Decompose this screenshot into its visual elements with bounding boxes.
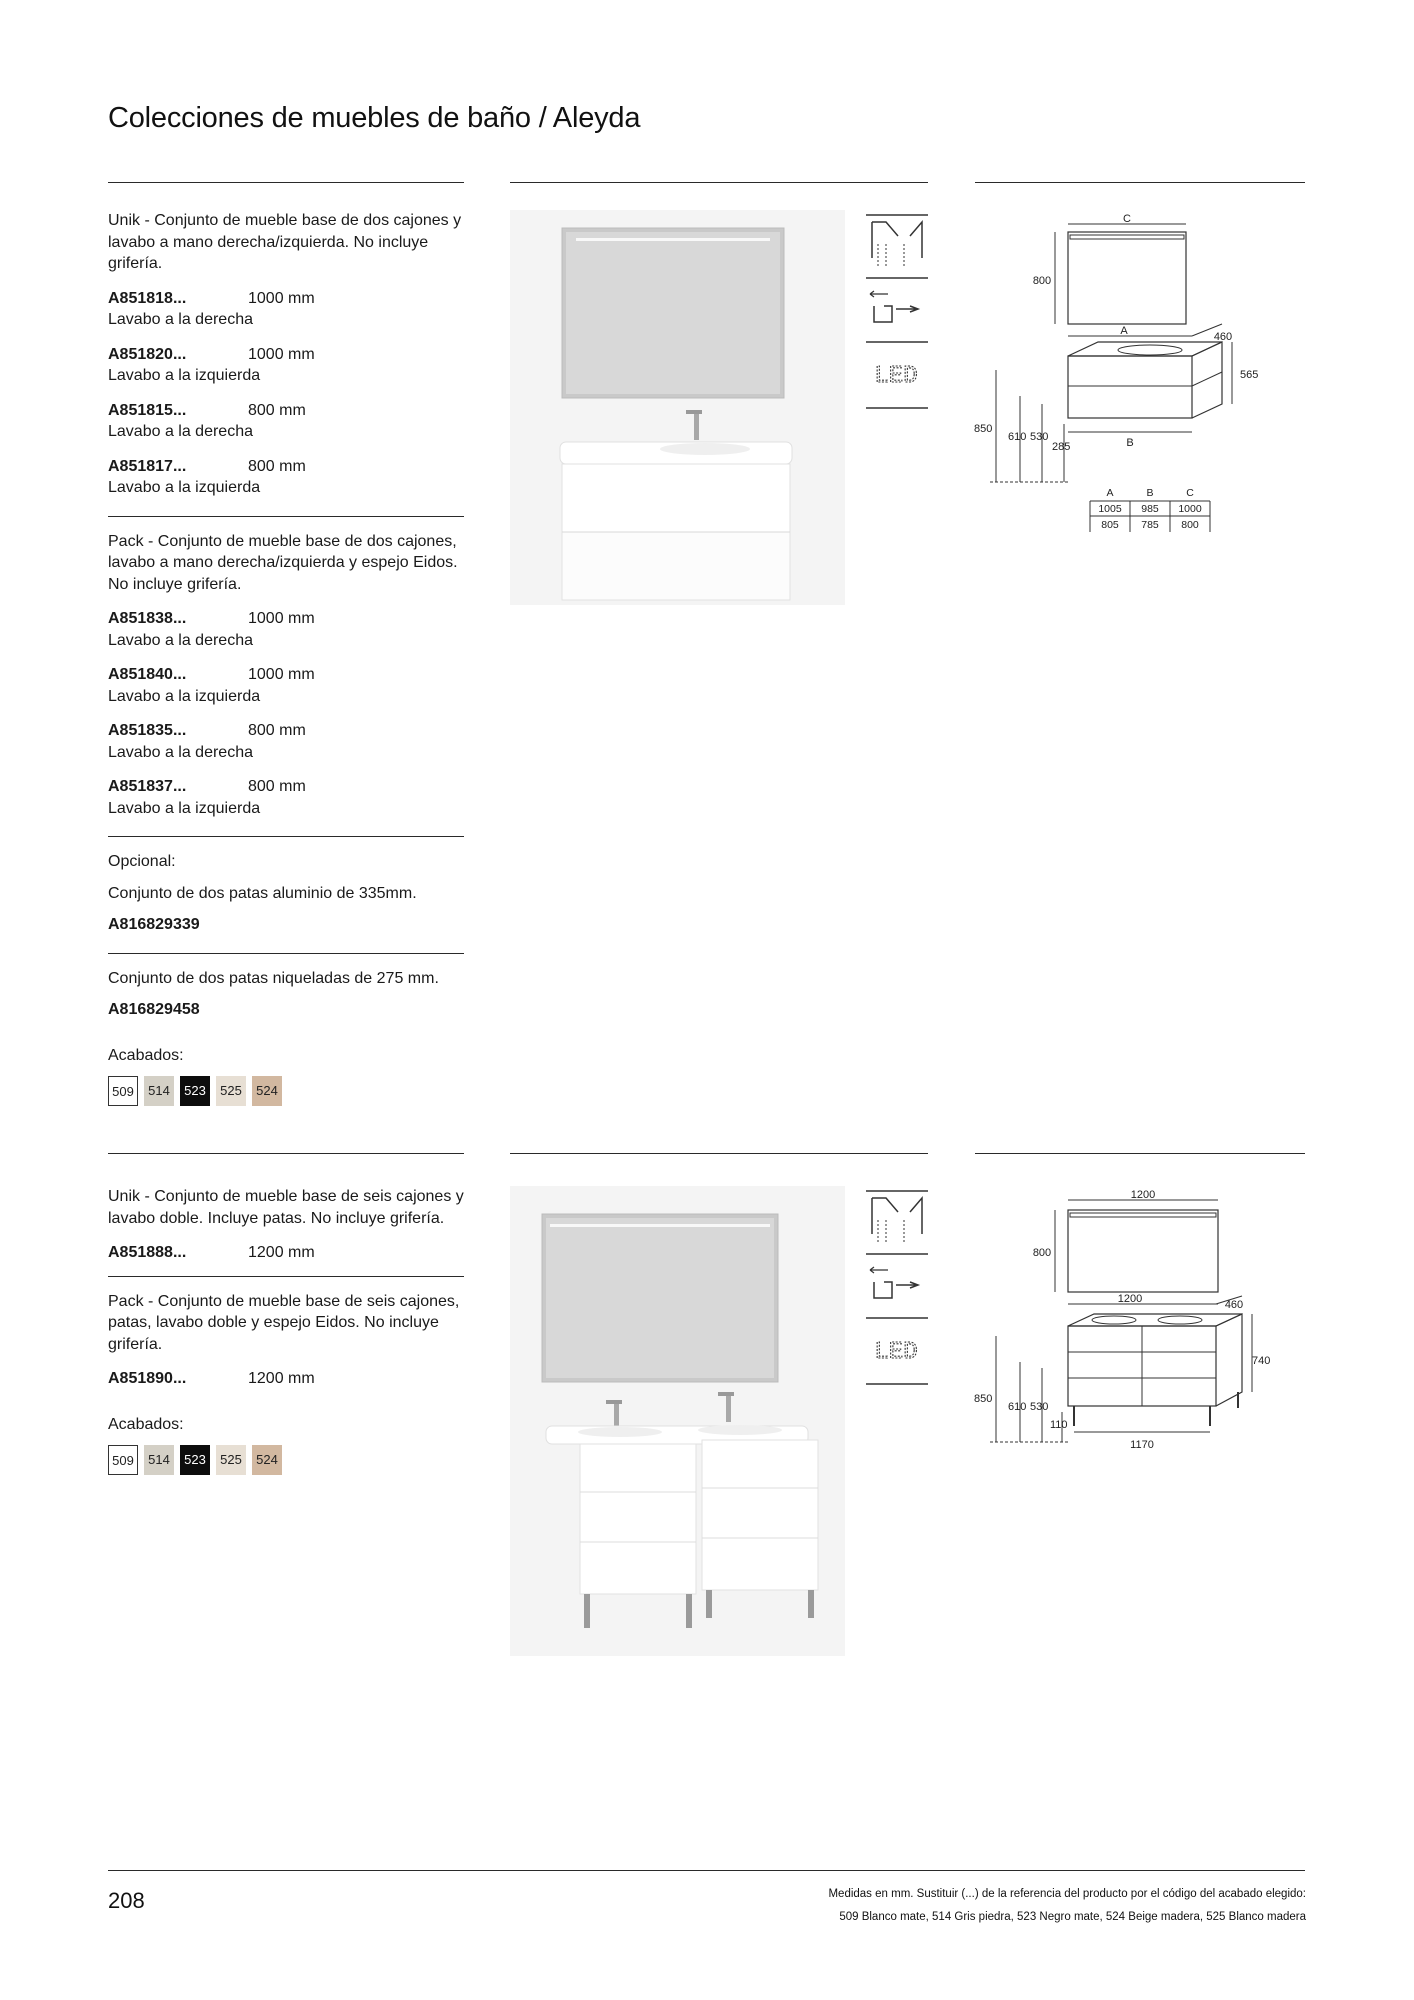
svg-text:785: 785	[1141, 519, 1159, 531]
dim-610: 610	[1008, 1401, 1027, 1413]
list-item	[108, 664, 464, 707]
divider	[108, 953, 464, 954]
product-hand: Lavabo a la derecha	[108, 423, 253, 440]
technical-drawing-2	[970, 1186, 1270, 1476]
dim-850: 850	[974, 1393, 993, 1405]
product-size: 1200 mm	[248, 1244, 315, 1261]
divider	[108, 836, 464, 837]
dim-740: 740	[1252, 1355, 1270, 1367]
dim-800: 800	[1032, 1247, 1052, 1259]
product-code: A851838...	[108, 610, 187, 627]
product-code: A851840...	[108, 666, 187, 683]
page-number: 208	[108, 1888, 145, 1913]
finish-swatches	[108, 1076, 464, 1106]
dim-610: 610	[1008, 431, 1027, 443]
divider	[108, 1870, 1305, 1871]
finish-swatch: 523	[180, 1076, 210, 1106]
dim-285: 285	[1052, 441, 1071, 453]
product-size: 1000 mm	[248, 666, 315, 683]
section2-text	[108, 1186, 464, 1475]
finish-swatch: 525	[216, 1445, 246, 1475]
optional-label: Opcional:	[108, 853, 176, 870]
section1-text	[108, 210, 464, 1106]
pack-description: Pack - Conjunto de mueble base de seis cajones, patas, lavabo doble y espejo Eidos. No incluye grifería.	[108, 1292, 460, 1353]
svg-text:985: 985	[1141, 503, 1159, 515]
wall-hung-icon	[866, 1191, 928, 1254]
dim-c: C	[1123, 213, 1131, 225]
list-item	[108, 344, 464, 387]
optional-2-code: A816829458	[108, 1001, 200, 1018]
dim-110: 110	[1050, 1419, 1068, 1431]
dim-1200-basin: 1200	[1117, 1293, 1143, 1305]
page-title: Colecciones de muebles de baño / Aleyda	[108, 102, 641, 134]
finish-swatch: 509	[108, 1076, 138, 1106]
product-size: 800 mm	[248, 401, 306, 419]
product-code: A851820...	[108, 345, 187, 363]
dim-800: 800	[1032, 275, 1052, 287]
product-hand: Lavabo a la derecha	[108, 631, 253, 649]
divider	[108, 1153, 464, 1154]
divider	[975, 1153, 1305, 1154]
finish-swatch: 524	[252, 1076, 282, 1106]
optional-2-text: Conjunto de dos patas niqueladas de 275 mm.	[108, 969, 439, 987]
product-size: 1000 mm	[248, 610, 315, 627]
divider	[108, 182, 464, 183]
finish-swatch: 514	[144, 1445, 174, 1475]
finishes-label: Acabados:	[108, 1046, 184, 1064]
list-item	[108, 456, 464, 499]
led-icon	[866, 363, 928, 408]
svg-text:A: A	[1106, 487, 1114, 499]
product-image-vanity-six-drawers	[510, 1186, 845, 1656]
svg-text:LED: LED	[874, 1339, 918, 1366]
led-icon	[866, 1339, 928, 1384]
finishes-label: Acabados:	[108, 1415, 184, 1433]
optional-1-code: A816829339	[108, 916, 200, 933]
pack-items	[108, 608, 464, 819]
footnote-line-2: 509 Blanco mate, 514 Gris piedra, 523 Negro mate, 524 Beige madera, 525 Blanco madera	[839, 1911, 1306, 1923]
product-size: 800 mm	[248, 778, 306, 795]
installation-icons	[866, 1190, 928, 1386]
finish-swatch: 509	[108, 1445, 138, 1475]
divider	[975, 182, 1305, 183]
product-hand: Lavabo a la derecha	[108, 743, 253, 761]
product-size: 1200 mm	[248, 1370, 315, 1387]
product-code: A851818...	[108, 289, 187, 307]
installation-icons	[866, 214, 928, 410]
dim-1170: 1170	[1130, 1439, 1154, 1451]
wall-drain-icon	[866, 1267, 928, 1318]
dim-460: 460	[1213, 331, 1233, 343]
product-code: A851815...	[108, 401, 187, 419]
list-item	[108, 1242, 464, 1264]
product-hand: Lavabo a la izquierda	[108, 367, 261, 384]
list-item	[108, 1368, 464, 1390]
svg-text:800: 800	[1181, 519, 1199, 531]
svg-text:1005: 1005	[1098, 503, 1122, 515]
finish-swatch: 523	[180, 1445, 210, 1475]
product-size: 1000 mm	[248, 345, 315, 363]
wall-drain-icon	[866, 291, 928, 342]
list-item	[108, 720, 464, 763]
dim-565: 565	[1240, 369, 1259, 381]
product-hand: Lavabo a la izquierda	[108, 479, 261, 496]
dimension-table	[1090, 487, 1210, 532]
list-item	[108, 608, 464, 651]
list-item	[108, 288, 464, 331]
product-code: A851837...	[108, 778, 187, 795]
finish-swatch: 525	[216, 1076, 246, 1106]
finish-swatches	[108, 1445, 464, 1475]
product-image-vanity-two-drawers	[510, 210, 845, 605]
product-code: A851890...	[108, 1370, 187, 1387]
dim-460: 460	[1224, 1299, 1244, 1311]
svg-text:B: B	[1146, 487, 1154, 499]
footnote-line-1: Medidas en mm. Sustituir (...) de la referencia del producto por el código del acabado elegido:	[828, 1888, 1306, 1900]
product-hand: Lavabo a la izquierda	[108, 687, 261, 705]
technical-drawing-1	[970, 210, 1270, 540]
list-item	[108, 400, 464, 443]
finish-swatch: 524	[252, 1445, 282, 1475]
product-code: A851817...	[108, 457, 187, 475]
dim-530: 530	[1030, 1401, 1049, 1413]
product-size: 800 mm	[248, 457, 306, 475]
divider	[510, 182, 928, 183]
unik-items	[108, 288, 464, 499]
divider	[510, 1153, 928, 1154]
product-hand: Lavabo a la derecha	[108, 311, 253, 328]
product-code: A851835...	[108, 722, 187, 739]
product-hand: Lavabo a la izquierda	[108, 799, 261, 817]
dim-850: 850	[974, 423, 993, 435]
dim-b: B	[1126, 437, 1134, 449]
list-item	[108, 776, 464, 819]
optional-1-text: Conjunto de dos patas aluminio de 335mm.	[108, 884, 417, 902]
dim-a: A	[1120, 325, 1128, 337]
unik-description: Unik - Conjunto de mueble base de seis cajones y lavabo doble. Incluye patas. No incluye grifería.	[108, 1188, 464, 1227]
dim-1200-mirror: 1200	[1130, 1189, 1156, 1201]
product-size: 1000 mm	[248, 289, 315, 307]
product-size: 800 mm	[248, 722, 306, 739]
pack-description: Pack - Conjunto de mueble base de dos cajones, lavabo a mano derecha/izquierda y espejo Eidos. No incluye grifería.	[108, 532, 458, 593]
wall-hung-icon	[866, 215, 928, 278]
finish-swatch: 514	[144, 1076, 174, 1106]
divider	[108, 1276, 464, 1277]
svg-text:1000: 1000	[1178, 503, 1202, 515]
svg-text:805: 805	[1101, 519, 1119, 531]
svg-text:C: C	[1186, 487, 1194, 499]
unik-description: Unik - Conjunto de mueble base de dos cajones y lavabo a mano derecha/izquierda. No incluye grifería.	[108, 212, 462, 272]
divider	[108, 516, 464, 517]
svg-text:LED: LED	[874, 363, 918, 390]
product-code: A851888...	[108, 1244, 187, 1261]
dim-530: 530	[1030, 431, 1049, 443]
